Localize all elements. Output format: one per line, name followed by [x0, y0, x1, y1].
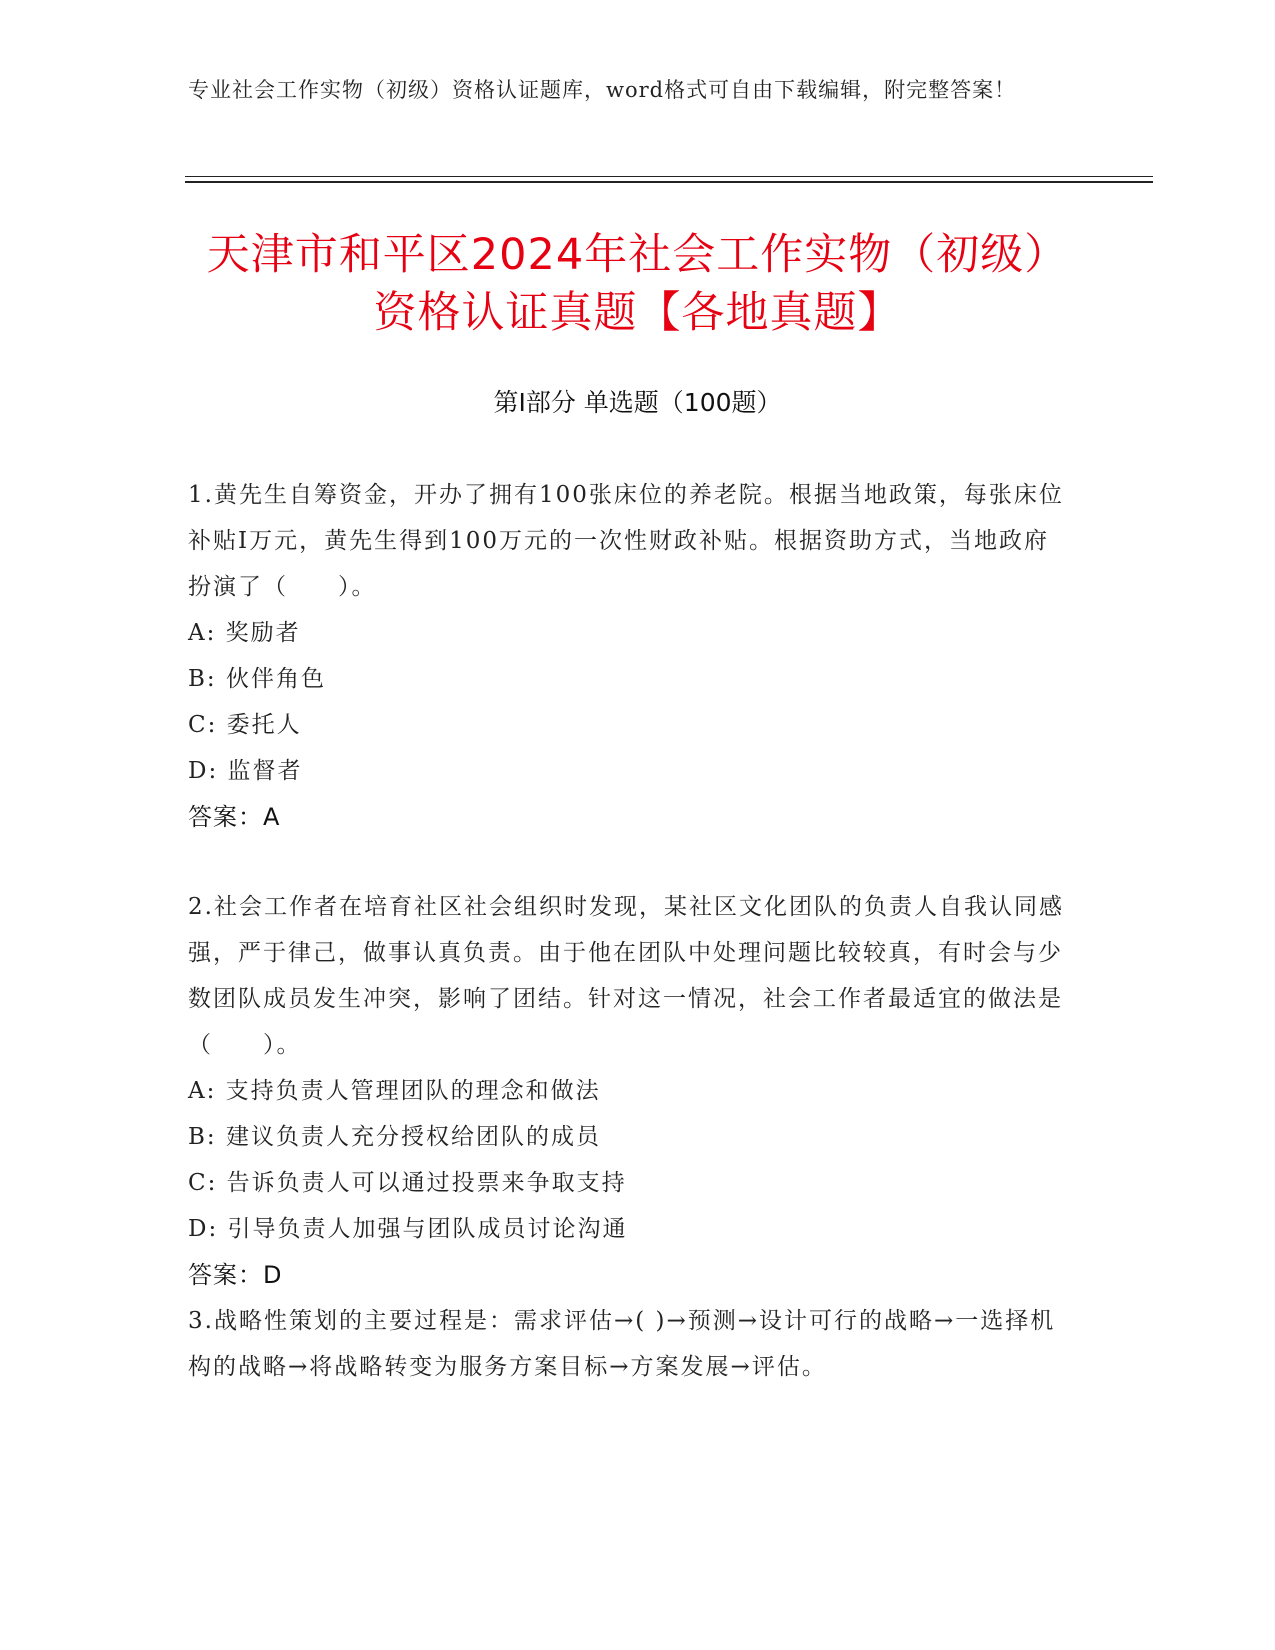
- option-b: B: 伙伴角色: [188, 666, 326, 692]
- title-line-2: 资格认证真题【各地真题】: [373, 288, 902, 338]
- header-rule-thin: [185, 176, 1153, 177]
- document-title: [150, 226, 1125, 342]
- answer: 答案：A: [188, 803, 281, 831]
- header-rule-thick: [185, 181, 1153, 183]
- option-a: A: 支持负责人管理团队的理念和做法: [188, 1078, 601, 1104]
- option-a: A: 奖励者: [188, 620, 301, 646]
- question-3: [188, 1298, 1068, 1390]
- option-c: C: 委托人: [188, 712, 302, 738]
- question-stem: 2.社会工作者在培育社区社会组织时发现，某社区文化团队的负责人自我认同感强，严于律己，做事认真负责。由于他在团队中处理问题比较较真，有时会与少数团队成员发生冲突，影响了团结。针对这一情况，社会工作者最适宜的做法是（ ）。: [188, 894, 1064, 1058]
- question-stem: 3.战略性策划的主要过程是：需求评估→( )→预测→设计可行的战略→一选择机构的战略→将战略转变为服务方案目标→方案发展→评估。: [188, 1308, 1056, 1380]
- question-2: [188, 884, 1068, 1298]
- option-b: B: 建议负责人充分授权给团队的成员: [188, 1124, 601, 1150]
- title-line-1: 天津市和平区2024年社会工作实物（初级）: [206, 230, 1069, 280]
- question-stem: 1.黄先生自筹资金，开办了拥有100张床位的养老院。根据当地政策，每张床位补贴I万元，黄先生得到100万元的一次性财政补贴。根据资助方式，当地政府扮演了（ ）。: [188, 482, 1064, 600]
- section-heading: 第I部分 单选题（100题）: [493, 388, 782, 417]
- answer: 答案：D: [188, 1261, 283, 1289]
- question-1: [188, 472, 1068, 840]
- option-c: C: 告诉负责人可以通过投票来争取支持: [188, 1170, 627, 1196]
- option-d: D: 监督者: [188, 758, 303, 784]
- option-d: D: 引导负责人加强与团队成员讨论沟通: [188, 1216, 628, 1242]
- header-note: 专业社会工作实物（初级）资格认证题库，word格式可自由下载编辑，附完整答案！: [188, 78, 1017, 102]
